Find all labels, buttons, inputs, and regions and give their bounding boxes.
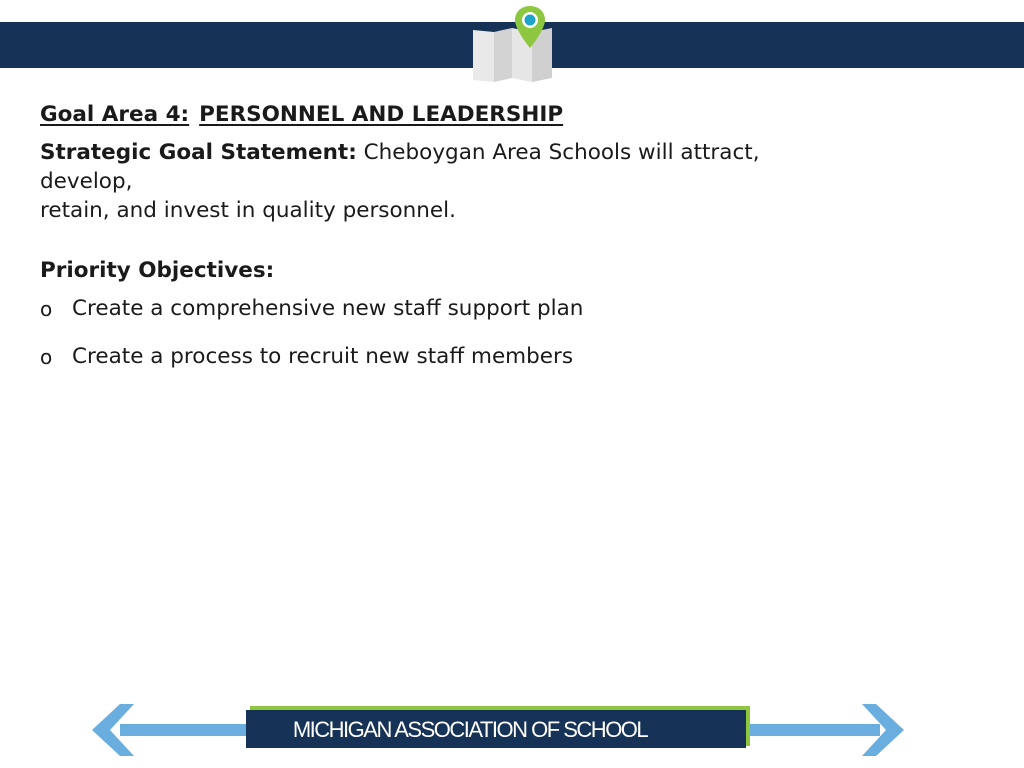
objective-text: Create a process to recruit new staff members <box>72 344 574 369</box>
list-item <box>40 294 860 324</box>
priority-objectives-heading: Priority Objectives: <box>40 258 275 283</box>
goal-area-heading <box>40 100 860 130</box>
map-pin-icon <box>470 4 556 84</box>
objectives-list <box>40 294 860 372</box>
statement-label: Strategic Goal Statement: <box>40 140 357 165</box>
objective-text: Create a comprehensive new staff support plan <box>72 296 584 321</box>
bullet-marker: o <box>40 345 53 369</box>
list-item <box>40 342 860 372</box>
footer-banner-text: MICHIGAN ASSOCIATION OF SCHOOL <box>292 717 648 742</box>
statement-text-line2: retain, and invest in quality personnel. <box>40 198 456 223</box>
goal-area-title: PERSONNEL AND LEADERSHIP <box>199 102 564 127</box>
bullet-marker: o <box>40 297 53 321</box>
statement-text-line1: Cheboygan Area Schools will attract, develop, <box>40 140 760 194</box>
slide-content <box>40 100 860 390</box>
strategic-goal-statement <box>40 138 840 225</box>
goal-area-label: Goal Area 4: <box>40 102 190 127</box>
